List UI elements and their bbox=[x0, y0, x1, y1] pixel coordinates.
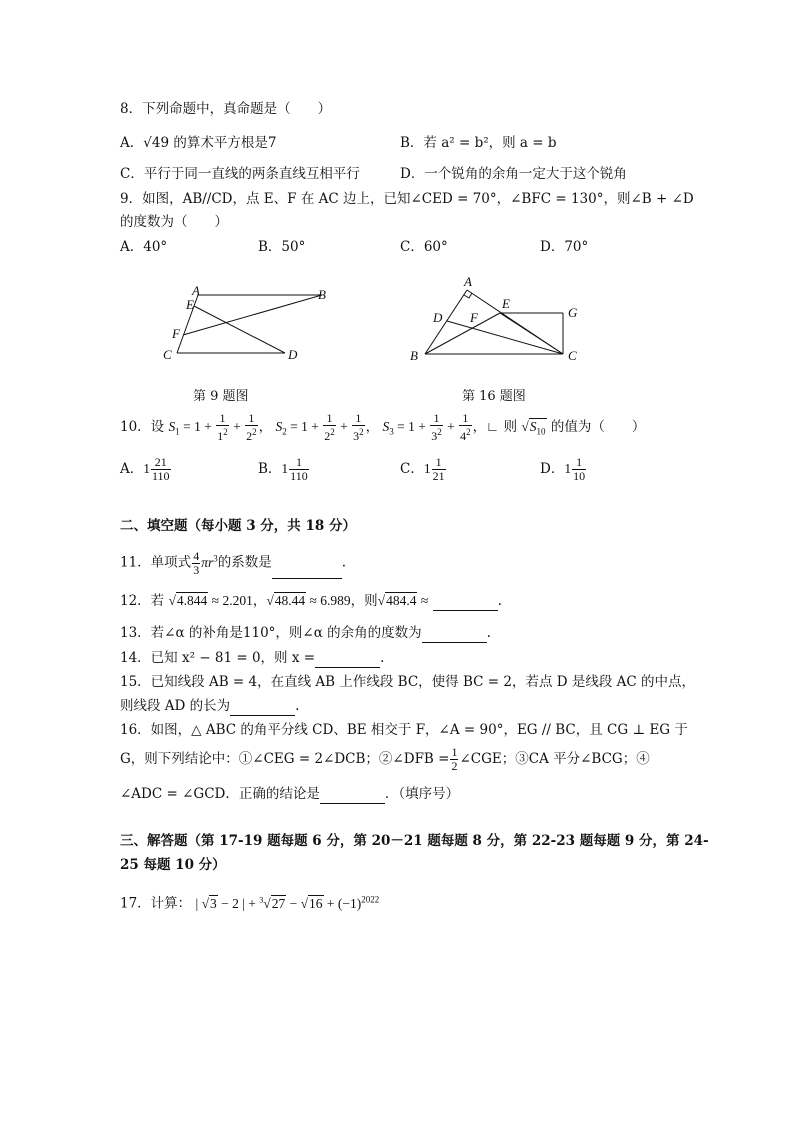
q10-option-d: D．1 $\frac{1}{10}$ bbox=[540, 455, 586, 483]
q10-mid: 则 bbox=[503, 419, 518, 435]
q15-line1: 15．已知线段 AB = 4，在直线 AB 上作线段 BC，使得 BC = 2，若点 D 是线段 AC 的中点， bbox=[120, 674, 696, 690]
q10-suffix: 的值为（ ） bbox=[550, 419, 646, 435]
fig16-label-c: C bbox=[568, 348, 577, 363]
fig9-label-d: D bbox=[288, 347, 298, 362]
q8-option-d: D．一个锐角的余角一定大于这个锐角 bbox=[400, 166, 627, 182]
q10-stem: 10．设 $S_1 = 1$ + $\frac{1}{1^2}$ + $\frac{1}{2^2}$ ， $S_2 = 1$ + $\frac{1}{2^2}$ + $\frac{1}{3^2}$ ， $S_3 = 1$ + $\frac{1}{3^2}$ + $\frac{1}{4^2}$ ，∟ 则 $√S_{10}$ 的值为（ ） bbox=[120, 411, 646, 444]
q8-option-c: C．平行于同一直线的两条直线互相平行 bbox=[120, 166, 360, 182]
q16-line1: 16．如图，△ ABC 的角平分线 CD、BE 相交于 F，∠A = 90°，EG // BC，且 CG ⊥ EG 于 bbox=[120, 722, 688, 738]
q15-line2: 则线段 AD 的长为 . bbox=[120, 698, 300, 714]
q10-option-a: A．1 $\frac{21}{110}$ bbox=[120, 455, 170, 483]
fig16-label-b: B bbox=[410, 348, 418, 363]
q10-option-b: B．1 $\frac{1}{110}$ bbox=[258, 455, 308, 483]
fig16-label-g: G bbox=[568, 305, 578, 320]
q9-stem-line2: 的度数为（ ） bbox=[120, 214, 228, 230]
q16-line2: G，则下列结论中：①∠CEG = 2∠DCB；②∠DFB = $\frac{1}{2}$ ∠CGE；③CA 平分∠BCG；④ bbox=[120, 745, 650, 773]
fig16-label-d: D bbox=[433, 310, 443, 325]
section-3-title-line1: 三、解答题（第 17-19 题每题 6 分，第 20－21 题每题 8 分，第 22-23 题每题 9 分，第 24- bbox=[120, 833, 709, 849]
fig9-label-b: B bbox=[318, 287, 326, 302]
q8-option-b: B．若 a² = b²，则 a = b bbox=[400, 135, 557, 151]
q8-option-a: A．√49 的算术平方根是7 bbox=[120, 135, 277, 151]
figure-16 bbox=[400, 270, 600, 370]
q8-stem: 8．下列命题中，真命题是（ ） bbox=[120, 101, 332, 117]
q9-option-a: A．40° bbox=[120, 239, 168, 255]
fig9-label-e: E bbox=[186, 297, 194, 312]
fig16-label-e: E bbox=[502, 296, 510, 311]
section-2-title: 二、填空题（每小题 3 分，共 18 分） bbox=[120, 518, 356, 534]
q16-line3: ∠ADC = ∠GCD．正确的结论是 ．（填序号） bbox=[120, 786, 460, 802]
q14: 14．已知 x² − 81 = 0，则 x = . bbox=[120, 650, 385, 666]
fig16-label-f: F bbox=[470, 310, 478, 325]
section-3-title-line2: 25 每题 10 分） bbox=[120, 857, 226, 873]
q12: 12．若 √4.844 ≈ 2.201，√48.44 ≈ 6.989，则√484.4 ≈ . bbox=[120, 593, 502, 609]
fig9-caption: 第 9 题图 bbox=[193, 389, 249, 404]
q9-stem-line1: 9．如图，AB//CD，点 E、F 在 AC 边上，已知∠CED = 70°，∠BFC = 130°，则∠B + ∠D bbox=[120, 191, 694, 207]
q10-prefix: 10．设 bbox=[120, 419, 165, 435]
q9-option-d: D．70° bbox=[540, 239, 589, 255]
q13: 13．若∠α 的补角是110°，则∠α 的余角的度数为 . bbox=[120, 625, 491, 641]
fig9-label-c: C bbox=[163, 347, 172, 362]
figure-9 bbox=[150, 280, 350, 375]
q17: 17．计算： | √3 − 2 | + $^3√27 - √16 + (-1)^{2022}$ bbox=[120, 894, 380, 912]
q9-option-c: C．60° bbox=[400, 239, 448, 255]
fig16-label-a: A bbox=[464, 274, 472, 289]
q10-option-c: C．1 $\frac{1}{21}$ bbox=[400, 455, 445, 483]
fig9-label-f: F bbox=[172, 326, 180, 341]
fig16-caption: 第 16 题图 bbox=[462, 389, 526, 404]
q11: 11．单项式 $\frac{4}{3}$ $\pi r^3$的系数是 . bbox=[120, 548, 347, 577]
fig9-label-a: A bbox=[192, 283, 200, 298]
q9-option-b: B．50° bbox=[258, 239, 306, 255]
